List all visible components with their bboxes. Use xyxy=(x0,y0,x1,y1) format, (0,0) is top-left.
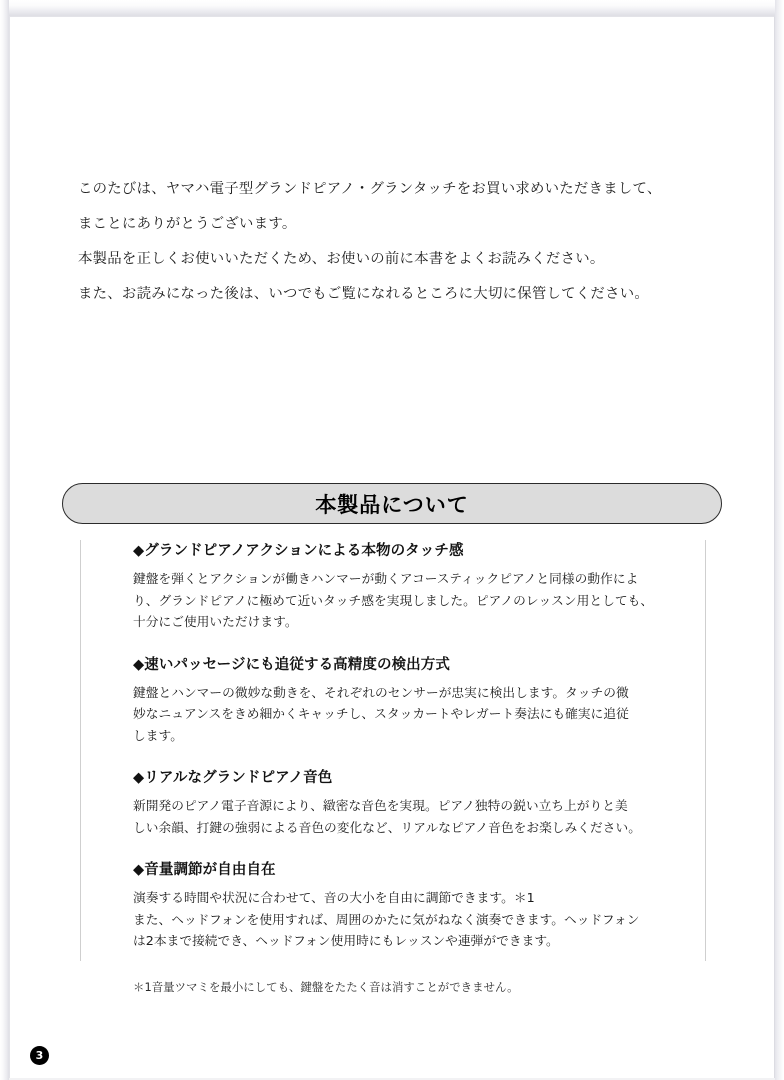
features-list xyxy=(133,540,678,995)
feature-heading: ◆速いパッセージにも追従する高精度の検出方式 xyxy=(133,656,450,673)
feature-body xyxy=(133,887,678,952)
intro-line: 本製品を正しくお使いいただくため、お使いの前に本書をよくお読みください。 xyxy=(78,251,605,267)
feature-body xyxy=(133,682,678,747)
feature-body-line: 十分にご使用いただけます。 xyxy=(133,614,298,629)
page-number-badge: 3 xyxy=(30,1046,49,1065)
feature-item xyxy=(133,859,678,952)
footnote: ＊1音量ツマミを最小にしても、鍵盤をたたく音は消すことができません。 xyxy=(133,979,519,994)
page-edge-shadow-left xyxy=(0,0,9,1080)
feature-body xyxy=(133,568,678,633)
feature-item xyxy=(133,767,678,838)
intro-line: このたびは、ヤマハ電子型グランドピアノ・グランタッチをお買い求めいただきまして、 xyxy=(78,181,662,197)
feature-item xyxy=(133,540,678,633)
feature-body-line: は2本まで接続でき、ヘッドフォン使用時にもレッスンや連弾ができます。 xyxy=(133,933,559,948)
features-content-area xyxy=(80,540,706,994)
section-banner xyxy=(62,483,722,524)
feature-body-line: しい余韻、打鍵の強弱による音色の変化など、リアルなピアノ音色をお楽しみください。 xyxy=(133,819,641,835)
introduction-paragraph xyxy=(78,172,678,312)
section-title: 本製品について xyxy=(315,492,469,517)
feature-body xyxy=(133,795,678,838)
feature-body-line: また、ヘッドフォンを使用すれば、周囲のかたに気がねなく演奏できます。ヘッドフォン xyxy=(133,911,640,927)
intro-line: まことにありがとうございます。 xyxy=(78,216,297,232)
feature-heading: ◆リアルなグランドピアノ音色 xyxy=(133,770,333,786)
feature-heading: ◆グランドピアノアクションによる本物のタッチ感 xyxy=(133,543,464,559)
content-rule-left xyxy=(80,540,81,961)
feature-body-line: 妙なニュアンスをきめ細かくキャッチし、スタッカートやレガート奏法にも確実に追従 xyxy=(133,706,629,721)
feature-body-line: り、グランドピアノに極めて近いタッチ感を実現しました。ピアノのレッスン用としても、 xyxy=(133,592,654,608)
feature-body-line: します。 xyxy=(133,727,183,743)
intro-line: また、お読みになった後は、いつでもご覧になれるところに大切に保管してください。 xyxy=(78,286,649,302)
feature-body-line: 新開発のピアノ電子音源により、緻密な音色を実現。ピアノ独特の鋭い立ち上がりと美 xyxy=(133,798,628,813)
feature-body-line: 鍵盤を弾くとアクションが働きハンマーが動くアコースティックピアノと同様の動作によ xyxy=(133,571,639,586)
content-rule-right xyxy=(705,540,706,961)
page-edge-shadow-top xyxy=(0,0,784,16)
feature-heading: ◆音量調節が自由自在 xyxy=(133,862,276,878)
page-edge-shadow-right xyxy=(775,0,784,1080)
feature-item xyxy=(133,654,678,747)
feature-body-line: 演奏する時間や状況に合わせて、音の大小を自由に調節できます。＊1 xyxy=(133,890,535,905)
feature-body-line: 鍵盤とハンマーの微妙な動きを、それぞれのセンサーが忠実に検出します。タッチの微 xyxy=(133,684,629,700)
